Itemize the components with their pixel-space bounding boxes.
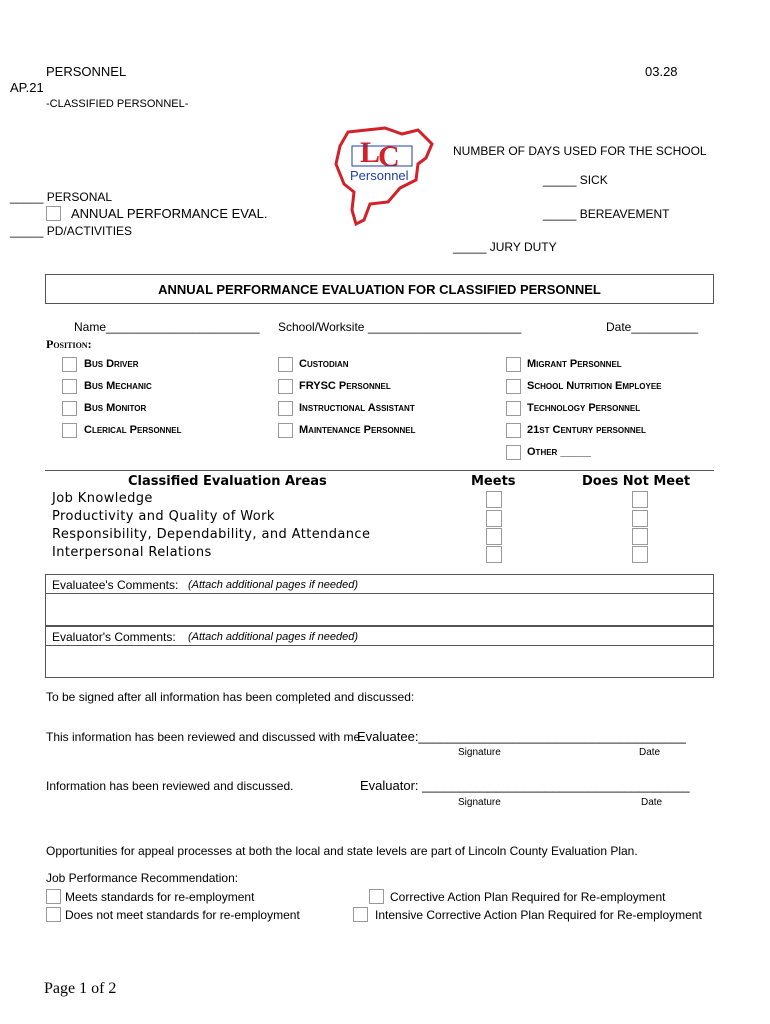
not-meet-checkbox-3[interactable] bbox=[632, 528, 648, 545]
intensive-plan-checkbox[interactable] bbox=[353, 907, 368, 922]
logo-text: Personnel bbox=[350, 168, 409, 183]
meets-heading: Meets bbox=[471, 474, 516, 489]
evaluator-comments-field[interactable] bbox=[45, 645, 714, 678]
not-meet-reemployment-label: Does not meet standards for re-employment bbox=[65, 908, 300, 922]
position-option: School Nutrition Employee bbox=[527, 380, 662, 392]
nutrition-checkbox[interactable] bbox=[506, 379, 521, 394]
position-option: Bus Mechanic bbox=[84, 380, 152, 392]
instructional-assistant-checkbox[interactable] bbox=[278, 401, 293, 416]
annual-eval-checkbox[interactable] bbox=[46, 206, 61, 221]
other-checkbox[interactable] bbox=[506, 445, 521, 460]
policy-number: AP.21 bbox=[10, 80, 44, 95]
custodian-checkbox[interactable] bbox=[278, 357, 293, 372]
sub-heading: -CLASSIFIED PERSONNEL- bbox=[46, 98, 189, 110]
evaluator-comments-header bbox=[45, 626, 714, 646]
name-field[interactable]: Name_______________________ bbox=[74, 320, 260, 334]
frysc-checkbox[interactable] bbox=[278, 379, 293, 394]
evaluatee-comments-header bbox=[45, 574, 714, 594]
school-field[interactable]: School/Worksite _______________________ bbox=[278, 320, 522, 334]
annual-eval-label: ANNUAL PERFORMANCE EVAL. bbox=[71, 206, 268, 221]
evaluatee-comments-note: (Attach additional pages if needed) bbox=[188, 579, 359, 591]
clerical-checkbox[interactable] bbox=[62, 423, 77, 438]
date-field[interactable]: Date__________ bbox=[606, 320, 699, 334]
position-option: 21st Century personnel bbox=[527, 424, 646, 436]
position-other: Other _____ bbox=[527, 446, 591, 458]
position-option: Bus Monitor bbox=[84, 402, 147, 414]
days-used-label: NUMBER OF DAYS USED FOR THE SCHOOL bbox=[453, 144, 707, 158]
evaluatee-statement: This information has been reviewed and discussed with me. bbox=[46, 730, 364, 744]
evaluator-comments-note: (Attach additional pages if needed) bbox=[188, 631, 359, 643]
not-meet-reemployment-checkbox[interactable] bbox=[46, 907, 61, 922]
position-option: Technology Personnel bbox=[527, 402, 641, 414]
corrective-plan-label: Corrective Action Plan Required for Re-employment bbox=[390, 890, 666, 904]
eval-area: Productivity and Quality of Work bbox=[52, 509, 275, 524]
sign-intro: To be signed after all information has been completed and discussed: bbox=[46, 690, 415, 704]
position-option: Migrant Personnel bbox=[527, 358, 622, 370]
position-option: Maintenance Personnel bbox=[299, 424, 416, 436]
evaluator-signature-line[interactable]: Evaluator: _____________________________________ bbox=[360, 778, 690, 793]
form-title-box bbox=[45, 274, 714, 304]
eval-area: Interpersonal Relations bbox=[52, 545, 212, 560]
evaluatee-comments-label: Evaluatee's Comments: bbox=[52, 578, 179, 592]
corrective-plan-checkbox[interactable] bbox=[369, 889, 384, 904]
eval-area: Job Knowledge bbox=[52, 491, 153, 506]
dept-heading: PERSONNEL bbox=[46, 64, 127, 79]
personal-days: _____ PERSONAL bbox=[10, 190, 113, 204]
appeal-statement: Opportunities for appeal processes at both the local and state levels are part of Lincoln County Evaluation Plan. bbox=[46, 844, 638, 858]
not-meet-checkbox-1[interactable] bbox=[632, 491, 648, 508]
not-meet-checkbox-2[interactable] bbox=[632, 510, 648, 527]
pd-days: _____ PD/ACTIVITIES bbox=[10, 224, 133, 238]
policy-code: 03.28 bbox=[645, 64, 678, 79]
date-caption: Date bbox=[639, 747, 661, 758]
21st-century-checkbox[interactable] bbox=[506, 423, 521, 438]
svg-text:L: L bbox=[360, 136, 381, 169]
svg-text:C: C bbox=[378, 140, 400, 173]
position-label: Position: bbox=[46, 337, 92, 351]
intensive-plan-label: Intensive Corrective Action Plan Required for Re-employment bbox=[375, 908, 702, 922]
eval-heading: Classified Evaluation Areas bbox=[128, 474, 327, 489]
technology-checkbox[interactable] bbox=[506, 401, 521, 416]
meets-reemployment-checkbox[interactable] bbox=[46, 889, 61, 904]
evaluator-comments-label: Evaluator's Comments: bbox=[52, 630, 176, 644]
maintenance-checkbox[interactable] bbox=[278, 423, 293, 438]
evaluatee-signature-line[interactable]: Evaluatee:_____________________________________ bbox=[357, 729, 686, 744]
bus-mechanic-checkbox[interactable] bbox=[62, 379, 77, 394]
signature-caption: Signature bbox=[458, 797, 501, 808]
jury-days: _____ JURY DUTY bbox=[453, 240, 557, 254]
bus-driver-checkbox[interactable] bbox=[62, 357, 77, 372]
position-option: Instructional Assistant bbox=[299, 402, 415, 414]
meets-checkbox-1[interactable] bbox=[486, 491, 502, 508]
not-meet-checkbox-4[interactable] bbox=[632, 546, 648, 563]
eval-area: Responsibility, Dependability, and Attendance bbox=[52, 527, 371, 542]
migrant-checkbox[interactable] bbox=[506, 357, 521, 372]
personnel-logo bbox=[330, 120, 440, 230]
signature-caption: Signature bbox=[458, 747, 501, 758]
position-option: Clerical Personnel bbox=[84, 424, 182, 436]
bus-monitor-checkbox[interactable] bbox=[62, 401, 77, 416]
eval-divider bbox=[45, 470, 714, 471]
meets-checkbox-4[interactable] bbox=[486, 546, 502, 563]
not-meet-heading: Does Not Meet bbox=[582, 474, 691, 489]
position-option: FRYSC Personnel bbox=[299, 380, 391, 392]
evaluator-statement: Information has been reviewed and discussed. bbox=[46, 779, 294, 793]
page-number: Page 1 of 2 bbox=[44, 980, 117, 997]
recommendation-heading: Job Performance Recommendation: bbox=[46, 871, 239, 885]
date-caption: Date bbox=[641, 797, 663, 808]
position-option: Custodian bbox=[299, 358, 349, 370]
form-title: ANNUAL PERFORMANCE EVALUATION FOR CLASSIFIED PERSONNEL bbox=[158, 282, 601, 297]
evaluatee-comments-field[interactable] bbox=[45, 593, 714, 626]
meets-reemployment-label: Meets standards for re-employment bbox=[65, 890, 255, 904]
meets-checkbox-2[interactable] bbox=[486, 510, 502, 527]
position-option: Bus Driver bbox=[84, 358, 139, 370]
bereavement-days: _____ BEREAVEMENT bbox=[543, 207, 670, 221]
meets-checkbox-3[interactable] bbox=[486, 528, 502, 545]
sick-days: _____ SICK bbox=[543, 173, 608, 187]
